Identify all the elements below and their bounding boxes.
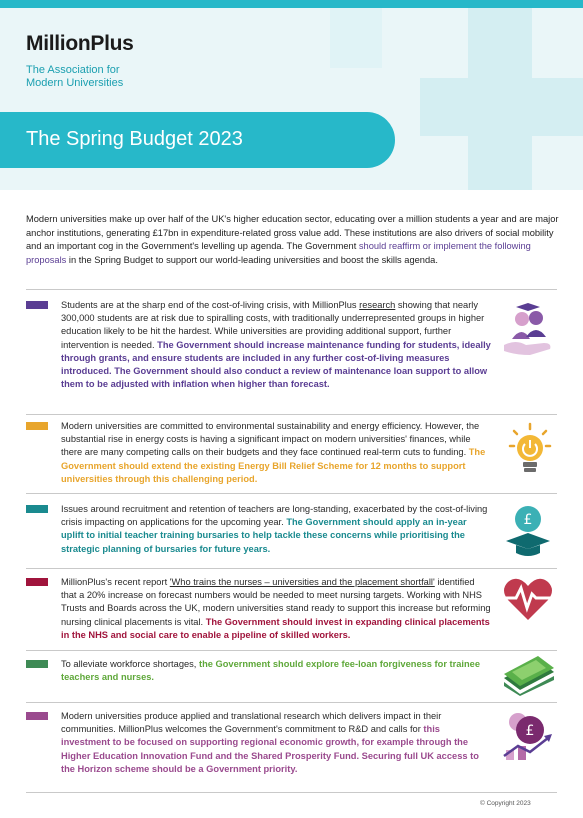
svg-text:£: £ bbox=[523, 512, 533, 528]
proposal-item-workforce bbox=[26, 658, 557, 698]
intro-paragraph: Modern universities make up over half of the UK's higher education sector, educating over a million students a year and are major anchor institutions, generating £17bn in expenditure-related gross value add. These institutions are also drivers of social mobility and an important cog in the Government's levelling up agenda. The Government should reaffirm or implement the following proposals in the Spring Budget to support our world-leading universities and boost the skills agenda. bbox=[26, 214, 559, 265]
divider bbox=[26, 650, 557, 651]
divider bbox=[26, 493, 557, 494]
report-link[interactable]: 'Who trains the nurses – universities and the placement shortfall' bbox=[169, 577, 435, 587]
proposal-item-teachers bbox=[26, 503, 557, 563]
divider bbox=[26, 702, 557, 703]
proposal-text: Modern universities produce applied and translational research which delivers impact in their communities. MillionPlus welcomes the Government's commitment to R&D and calls for this investment to be focused on supporting regional economic growth, for example through the Higher Education Innovation Fund and the Shared Prosperity Fund. Securing full UK access to the Horizon scheme should be a Government priority. bbox=[61, 711, 479, 774]
divider bbox=[26, 414, 557, 415]
tagline: The Association for Modern Universities bbox=[26, 64, 124, 89]
pound-growth-icon bbox=[500, 710, 556, 771]
bullet-square bbox=[26, 660, 48, 668]
banknotes-icon bbox=[500, 656, 556, 701]
divider bbox=[26, 289, 557, 290]
bullet-square bbox=[26, 422, 48, 430]
proposal-text: To alleviate workforce shortages, the Government should explore fee-loan forgiveness for trainee teachers and nurses. bbox=[61, 659, 481, 683]
proposal-item-research bbox=[26, 710, 557, 790]
millionplus-logo[interactable]: MillionPlus bbox=[26, 32, 134, 55]
svg-text:£: £ bbox=[525, 723, 535, 739]
proposal-text: MillionPlus's recent report 'Who trains the nurses – universities and the placement shortfall' identified that a 20% increase on forecast numbers would be needed to meet nursing targets. Working with NHS Trusts and Boards across the UK, modern universities stand ready to support this increase but reforming nursing clinical placements is vital. The Government should invest in expanding clinical placements in the NHS and social care to enable a pipeline of skilled workers. bbox=[61, 577, 491, 640]
bullet-square bbox=[26, 301, 48, 309]
heart-pulse-icon bbox=[500, 574, 556, 629]
top-accent-bar bbox=[0, 0, 583, 8]
bullet-square bbox=[26, 712, 48, 720]
proposal-text: Students are at the sharp end of the cost-of-living crisis, with MillionPlus research showing that nearly 300,000 students are at risk due to spiralling costs, with traditionally underrepresented groups in higher education likely to be hit the hardest. While universities are providing additional support, further intervention is needed. The Government should increase maintenance funding for students, ideally through grants, and ensure students are included in any further cost-of-living measures introduced. The Government should also conduct a review of maintenance loan support to allow them to be adjusted with inflation when higher than forecast. bbox=[61, 300, 491, 390]
proposal-item-energy bbox=[26, 420, 557, 490]
bullet-square bbox=[26, 505, 48, 513]
proposal-text: Issues around recruitment and retention of teachers are long-standing, exacerbated by the cost-of-living crisis impacting on applications for the upcoming year. The Government should apply an in-year uplift to initial teacher training bursaries to help tackle these concerns while prioritising the strategic planning of bursaries for future years. bbox=[61, 504, 488, 554]
proposal-item-students bbox=[26, 299, 557, 409]
title-banner bbox=[0, 112, 395, 168]
bullet-square bbox=[26, 578, 48, 586]
divider bbox=[26, 568, 557, 569]
lightbulb-power-icon bbox=[508, 422, 552, 487]
graduates-hand-icon bbox=[500, 301, 556, 364]
page-title: The Spring Budget 2023 bbox=[26, 128, 243, 150]
proposal-item-nursing bbox=[26, 576, 557, 646]
research-link[interactable]: research bbox=[359, 300, 396, 310]
copyright: © Copyright 2023 bbox=[480, 800, 531, 807]
proposal-text: Modern universities are committed to environmental sustainability and energy efficiency. However, the substantial rise in energy costs is having a significant impact on modern universities' finances, while there are many competing calls on their budgets and they face continued real-term cuts to funding. The Government should extend the existing Energy Bill Relief Scheme for 12 months to support universities through this challenging period. bbox=[61, 421, 486, 484]
divider bbox=[26, 792, 557, 793]
intro-highlight: should reaffirm or implement the following proposals bbox=[26, 241, 531, 265]
pound-grad-cap-icon bbox=[500, 503, 556, 564]
